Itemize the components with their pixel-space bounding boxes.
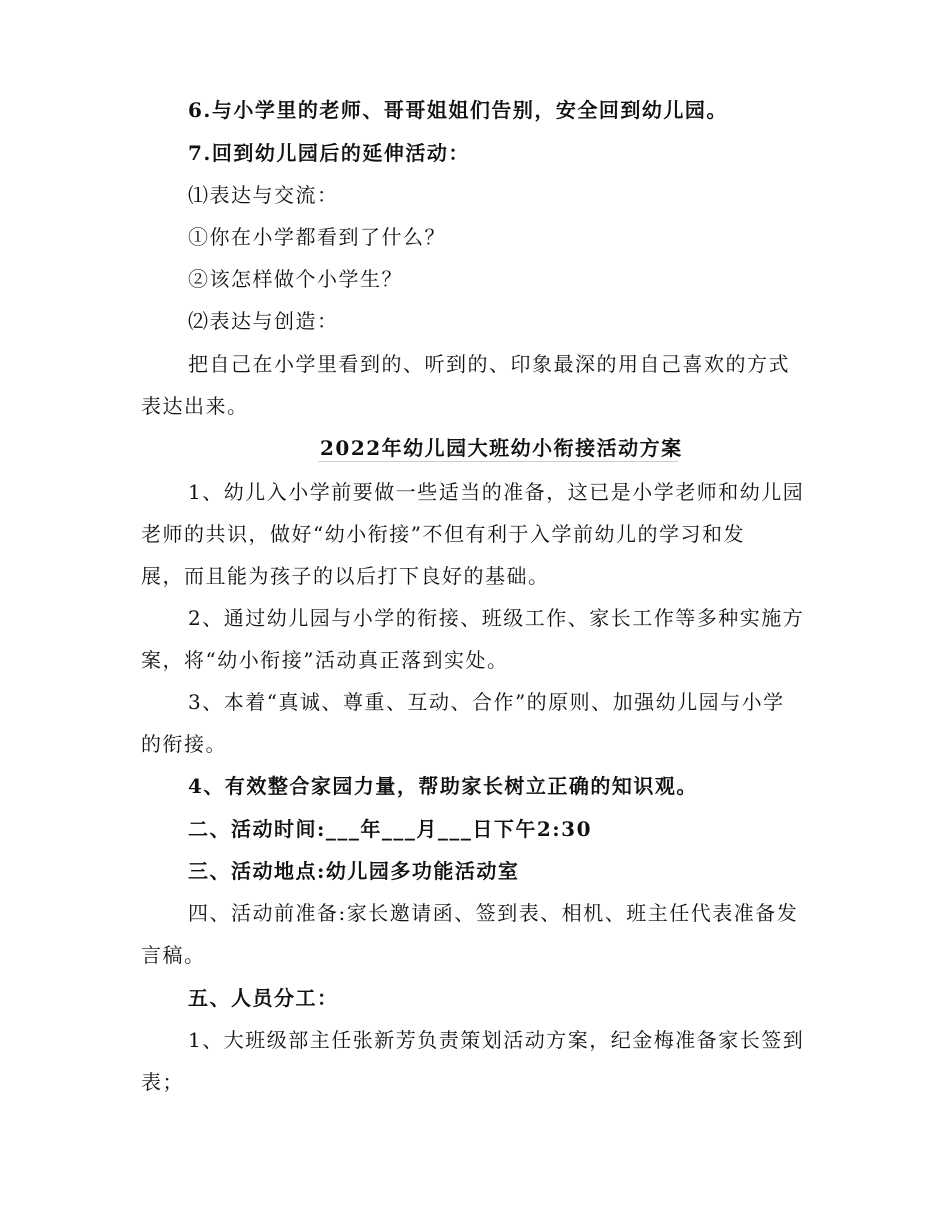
section-heading: 五、人员分工： — [188, 986, 339, 1010]
text-line: 6.与小学里的老师、哥哥姐姐们告别，安全回到幼儿园。 — [188, 98, 728, 122]
section-title: 2022年幼儿园大班幼小衔接活动方案 — [320, 436, 683, 460]
text-line: 把自己在小学里看到的、听到的、印象最深的用自己喜欢的方式 — [188, 352, 790, 376]
text-line: 7.回到幼儿园后的延伸活动： — [188, 141, 470, 165]
activity-location: 三、活动地点:幼儿园多功能活动室 — [188, 859, 520, 883]
paragraph-line: 案，将“幼小衔接”活动真正落到实处。 — [141, 648, 509, 672]
text-line: ①你在小学都看到了什么？ — [188, 225, 446, 249]
paragraph-line: 四、活动前准备:家长邀请函、签到表、相机、班主任代表准备发 — [188, 901, 799, 925]
text-line: ⑴表达与交流： — [188, 183, 339, 207]
text-line: ⑵表达与创造： — [188, 309, 339, 333]
paragraph-line: 2、通过幼儿园与小学的衔接、班级工作、家长工作等多种实施方 — [188, 606, 805, 630]
paragraph-line: 1、大班级部主任张新芳负责策划活动方案，纪金梅准备家长签到 — [188, 1028, 805, 1052]
paragraph-line: 4、有效整合家园力量，帮助家长树立正确的知识观。 — [188, 774, 698, 798]
text-line: 表达出来。 — [141, 394, 249, 418]
paragraph-line: 1、幼儿入小学前要做一些适当的准备，这已是小学老师和幼儿园 — [188, 480, 805, 504]
paragraph-line: 展，而且能为孩子的以后打下良好的基础。 — [141, 564, 550, 588]
paragraph-line: 言稿。 — [141, 943, 206, 967]
paragraph-line: 表； — [141, 1070, 184, 1094]
title-underline — [318, 461, 678, 462]
text-line: ②该怎样做个小学生？ — [188, 267, 403, 291]
activity-time: 二、活动时间:___年___月___日下午2:30 — [188, 817, 593, 841]
paragraph-line: 的衔接。 — [141, 732, 227, 756]
paragraph-line: 老师的共识，做好“幼小衔接”不但有利于入学前幼儿的学习和发 — [141, 522, 745, 546]
paragraph-line: 3、本着“真诚、尊重、互动、合作”的原则、加强幼儿园与小学 — [188, 690, 785, 714]
